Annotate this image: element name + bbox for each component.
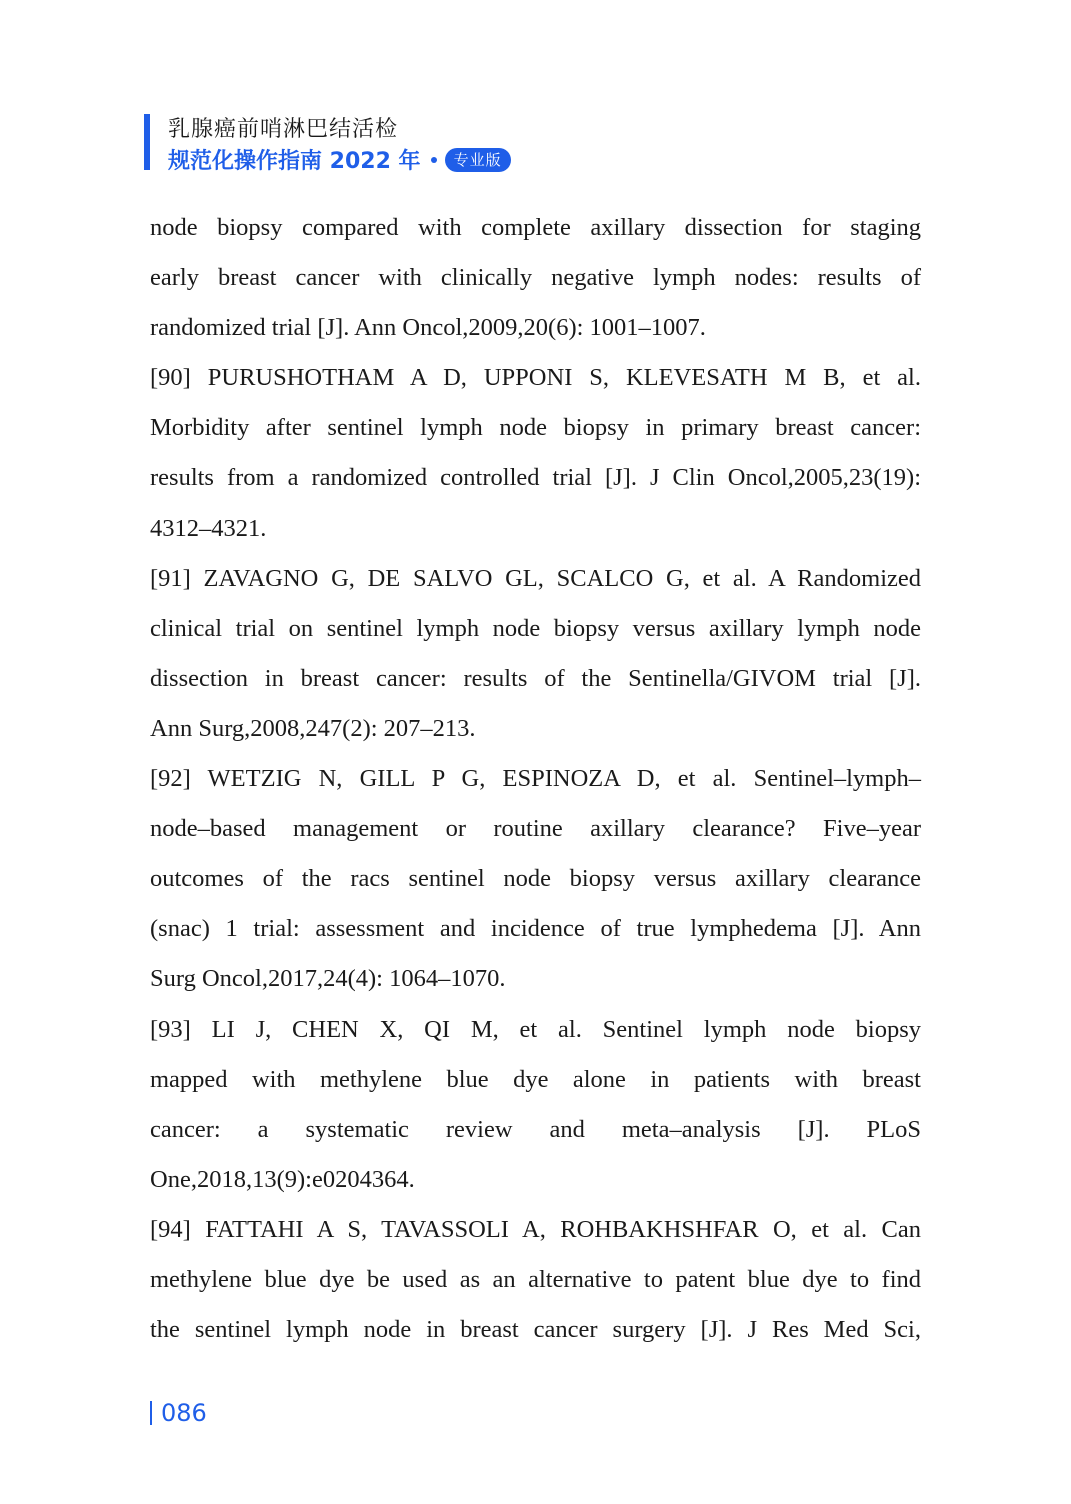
text-line: clinical trial on sentinel lymph node biopsy versus axillary lymph node <box>150 614 921 642</box>
header-subtitle <box>168 144 511 175</box>
text-line: results from a randomized controlled trial [J]. J Clin Oncol,2005,23(19): <box>150 464 921 492</box>
header-accent-bar <box>144 114 150 170</box>
text-line: Ann Surg,2008,247(2): 207–213. <box>150 714 476 742</box>
page-number: 086 <box>161 1399 207 1427</box>
header-dot <box>431 157 437 163</box>
text-line: One,2018,13(9):e0204364. <box>150 1165 415 1193</box>
text-line: node biopsy compared with complete axillary dissection for staging <box>150 214 921 241</box>
text-line: 4312–4321. <box>150 514 267 542</box>
text-line: mapped with methylene blue dye alone in patients with breast <box>150 1065 921 1093</box>
footer-accent-bar <box>150 1401 152 1425</box>
reference-list <box>150 208 921 1360</box>
text-line: outcomes of the racs sentinel node biopsy versus axillary clearance <box>150 865 921 893</box>
text-line: [92] WETZIG N, GILL P G, ESPINOZA D, et al. Sentinel–lymph– <box>150 765 921 793</box>
text-line: [94] FATTAHI A S, TAVASSOLI A, ROHBAKHSHFAR O, et al. Can <box>150 1215 921 1243</box>
text-line: node–based management or routine axillary clearance? Five–year <box>150 815 921 843</box>
text-line: Surg Oncol,2017,24(4): 1064–1070. <box>150 965 506 993</box>
text-line: early breast cancer with clinically negative lymph nodes: results of <box>150 264 921 292</box>
text-line: Morbidity after sentinel lymph node biopsy in primary breast cancer: <box>150 414 921 442</box>
text-line: [90] PURUSHOTHAM A D, UPPONI S, KLEVESATH M B, et al. <box>150 364 921 392</box>
text-line: randomized trial [J]. Ann Oncol,2009,20(6): 1001–1007. <box>150 314 706 342</box>
text-line: [91] ZAVAGNO G, DE SALVO GL, SCALCO G, et al. A Randomized <box>150 564 921 592</box>
text-line: (snac) 1 trial: assessment and incidence of true lymphedema [J]. Ann <box>150 915 921 943</box>
text-line: methylene blue dye be used as an alternative to patent blue dye to find <box>150 1265 921 1293</box>
header-title: 乳腺癌前哨淋巴结活检 <box>168 117 399 142</box>
edition-badge: 专业版 <box>445 148 511 172</box>
text-line: [93] LI J, CHEN X, QI M, et al. Sentinel lymph node biopsy <box>150 1015 921 1043</box>
header-subtitle-text: 规范化操作指南 2022 年 <box>168 149 421 174</box>
page-footer <box>150 1398 207 1428</box>
text-line: dissection in breast cancer: results of the Sentinella/GIVOM trial [J]. <box>150 664 921 692</box>
text-line: cancer: a systematic review and meta–analysis [J]. PLoS <box>150 1115 921 1143</box>
text-line: the sentinel lymph node in breast cancer surgery [J]. J Res Med Sci, <box>150 1316 921 1344</box>
